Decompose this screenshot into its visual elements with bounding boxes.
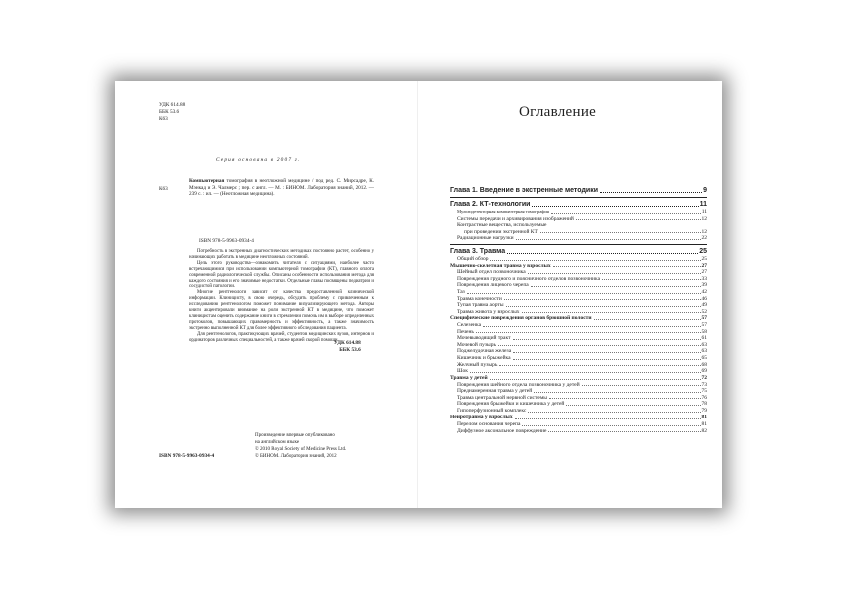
toc-page-number: 27 — [701, 269, 707, 276]
toc-item — [450, 335, 707, 342]
toc-item — [450, 276, 707, 283]
toc-entry-label: Глава 2. КТ-технологии — [450, 201, 531, 208]
toc-item — [450, 282, 707, 289]
toc-dot-leader — [549, 398, 701, 399]
toc-dot-leader — [534, 392, 700, 393]
toc-entry-label: Глава 3. Травма — [450, 247, 506, 255]
toc-item — [450, 256, 707, 263]
toc-dot-leader — [504, 299, 701, 300]
toc-page-number: 25 — [701, 255, 707, 262]
toc-dot-leader — [532, 206, 698, 207]
toc-page-number: 76 — [701, 394, 707, 401]
copyright-line: на английском языке — [255, 439, 300, 445]
toc-dot-leader — [522, 312, 701, 313]
bbk-bottom-line: ББК 53.6 — [339, 346, 361, 353]
udk-line: УДК 614.88 — [159, 102, 186, 108]
toc-chapter — [450, 197, 707, 209]
toc-dot-leader — [507, 253, 698, 254]
toc-page-number: 9 — [703, 187, 707, 194]
toc-entry-label: Поджелудочная железа — [457, 348, 512, 355]
toc-page-number: 25 — [699, 247, 707, 255]
toc-page-number: 39 — [701, 282, 707, 289]
toc-entry-label: Повреждения шейного отдела позвоночника у детей — [457, 381, 580, 388]
author-code: К63 — [159, 186, 168, 192]
toc-entry-label: Мочевыводящий тракт — [457, 335, 511, 342]
biblio-title-word: Компьютерная — [189, 178, 225, 184]
toc-page-number: 78 — [701, 401, 707, 408]
toc-dot-leader — [516, 239, 701, 240]
table-of-contents — [450, 186, 707, 434]
toc-page-number: 11 — [699, 201, 707, 208]
toc-entry-label: Радиационные нагрузки — [457, 235, 514, 242]
toc-entry-label: Мышечно-скелетная травма у взрослых — [450, 262, 551, 269]
toc-entry-label: Преднамеренная травма у детей — [457, 388, 533, 395]
toc-item — [450, 421, 707, 428]
abstract-paragraph: Для рентгенологов, практикующих врачей, студентов медицинских вузов, интернов и ординаторов различных специальностей, а также врачей скорой помощи. — [189, 331, 374, 343]
toc-item — [450, 216, 707, 223]
toc-dot-leader — [566, 405, 700, 406]
toc-item — [450, 362, 707, 369]
udk-bottom-line: УДК 614.88 — [334, 340, 361, 346]
toc-dot-leader — [528, 412, 700, 413]
toc-dot-leader — [522, 425, 700, 426]
toc-page-number: 68 — [701, 361, 707, 368]
toc-page-number: 58 — [701, 328, 707, 335]
toc-title: Оглавление — [519, 104, 597, 120]
toc-chapter — [450, 186, 707, 195]
toc-item — [450, 348, 707, 355]
toc-dot-leader — [594, 319, 701, 320]
toc-page-number: 12 — [701, 215, 707, 222]
toc-item — [450, 428, 707, 435]
toc-entry-label: Повреждения лицевого черепа — [457, 282, 529, 289]
toc-dot-leader — [513, 352, 700, 353]
toc-item — [450, 222, 707, 229]
toc-dot-leader — [513, 339, 701, 340]
toc-dot-leader — [553, 266, 701, 267]
toc-entry-label: Гипоперфузионный комплекс — [457, 407, 527, 414]
toc-entry-label: Повреждения грудного и поясничного отделов позвоночника — [457, 275, 601, 282]
udk-block — [159, 102, 185, 124]
toc-page-number: 33 — [701, 275, 707, 282]
toc-page-number: 61 — [701, 335, 707, 342]
toc-item — [450, 408, 707, 415]
biblio-rest: томография в неотложной медицине / под ред. С. Мирсадре, К. Мэнкад и Э. Чалмерс ; пер. с англ. — М. : БИНОМ. Лаборатория знаний, 2012. — 239 с. : ил. — (Неотложная медицина). — [189, 178, 374, 198]
toc-entry-label: Общий обзор — [457, 255, 489, 262]
toc-page-number: 75 — [701, 388, 707, 395]
toc-page-number: 81 — [701, 414, 707, 421]
toc-item — [450, 382, 707, 389]
toc-entry-label: при проведении экстренной КТ — [464, 228, 538, 235]
toc-dot-leader — [600, 192, 702, 193]
toc-dot-leader — [576, 219, 701, 220]
toc-entry-label: Мочевой пузырь — [457, 341, 497, 348]
toc-dot-leader — [506, 306, 701, 307]
toc-entry-label: Кишечник и брыжейка — [457, 355, 511, 362]
toc-page-number: 65 — [701, 355, 707, 362]
toc-item — [450, 235, 707, 242]
toc-item — [450, 302, 707, 309]
toc-item — [450, 269, 707, 276]
abstract-paragraph: Цель этого руководства—ознакомить читателя с ситуациями, наиболее часто встречающимися при использовании компьютерной томографии (КТ), главного оплота современной радиологической службы. Описаны особенности использования метода для каждого состояния и его значимые недостатки. Отдельные главы посвящены педиатрии и сосудистой патологии. — [189, 260, 374, 290]
toc-dot-leader — [540, 232, 701, 233]
toc-dot-leader — [531, 286, 701, 287]
toc-item — [450, 289, 707, 296]
toc-entry-label: Глава 1. Введение в экстренные методики — [450, 187, 598, 194]
toc-page-number: 73 — [701, 381, 707, 388]
toc-item — [450, 355, 707, 362]
toc-page-number: 57 — [701, 322, 707, 329]
toc-entry-label: Диффузное аксональное повреждение — [457, 427, 547, 434]
toc-item — [450, 229, 707, 236]
toc-entry-label: Системы передачи и архивирования изображений — [457, 215, 574, 222]
toc-item — [450, 322, 707, 329]
toc-page-number: 79 — [701, 407, 707, 414]
toc-dot-leader — [470, 372, 701, 373]
toc-dot-leader — [483, 326, 700, 327]
toc-section — [450, 315, 707, 322]
toc-page-number: 46 — [701, 295, 707, 302]
toc-dot-leader — [528, 273, 701, 274]
toc-entry-label: Шок — [457, 368, 468, 375]
copyright-block — [255, 433, 346, 461]
toc-entry-label: Тупая травма аорты — [457, 302, 504, 309]
toc-entry-label: Перелом основания черепа — [457, 421, 521, 428]
book-spread — [115, 81, 722, 508]
toc-page-number: 72 — [701, 374, 707, 381]
isbn-top: ISBN 978-5-9963-0934-4 — [199, 238, 254, 244]
toc-item — [450, 329, 707, 336]
toc-entry-label: Желчный пузырь — [457, 361, 498, 368]
toc-entry-label: Травма конечности — [457, 295, 502, 302]
toc-entry-label: Мультидетекторная компьютерная томография — [457, 209, 549, 214]
toc-page-number: 63 — [701, 341, 707, 348]
left-page — [115, 81, 418, 508]
toc-item — [450, 388, 707, 395]
toc-page-number: 81 — [701, 421, 707, 428]
toc-item — [450, 296, 707, 303]
toc-section — [450, 415, 707, 422]
toc-page-number: 22 — [701, 235, 707, 242]
udk-bottom — [334, 340, 361, 353]
toc-dot-leader — [490, 379, 701, 380]
toc-dot-leader — [467, 293, 701, 294]
copyright-line: © 2010 Royal Society of Medicine Press Ltd. — [255, 446, 347, 452]
toc-entry-label: Селезенка — [457, 322, 482, 329]
author-code-line: К63 — [159, 116, 168, 123]
bibliographic-description — [189, 178, 374, 198]
toc-page-number: 49 — [701, 302, 707, 309]
toc-section — [450, 375, 707, 382]
toc-page-number: 52 — [701, 308, 707, 315]
toc-entry-label: Шейный отдел позвоночника — [457, 269, 526, 276]
toc-chapter — [450, 244, 707, 256]
toc-dot-leader — [582, 385, 701, 386]
toc-item — [450, 395, 707, 402]
toc-page-number: 57 — [701, 315, 707, 322]
toc-page-number: 69 — [701, 368, 707, 375]
toc-page-number: 12 — [701, 228, 707, 235]
toc-page-number: 27 — [701, 262, 707, 269]
toc-page-number: 11 — [701, 209, 707, 215]
toc-dot-leader — [498, 345, 700, 346]
toc-section — [450, 263, 707, 270]
abstract-paragraph: Потребность в экстренных диагностических методиках постоянно растет, особенно у начинающих работать в медицине неотложных состояний. — [189, 249, 374, 260]
series-note: Серия основана в 2007 г. — [216, 157, 301, 163]
toc-dot-leader — [476, 332, 701, 333]
toc-dot-leader — [602, 279, 700, 280]
toc-dot-leader — [513, 359, 701, 360]
toc-dot-leader — [551, 213, 701, 214]
toc-page-number: 82 — [701, 427, 707, 434]
toc-entry-label: Повреждения брыжейки и кишечника у детей — [457, 401, 565, 408]
toc-page-number: 42 — [701, 289, 707, 296]
toc-entry-label: Травма у детей — [450, 374, 488, 381]
toc-entry-label: Контрастные вещества, используемые — [457, 222, 547, 229]
toc-entry-label: Травма центральной нервной системы — [457, 394, 547, 401]
toc-dot-leader — [548, 431, 700, 432]
toc-dot-leader — [499, 365, 700, 366]
toc-item — [450, 309, 707, 316]
toc-entry-label: Специфические повреждения органов брюшной полости — [450, 315, 592, 322]
abstract-paragraph: Многие рентгенологи зависят от качества предоставленной клинической информации. Клиницисту, в свою очередь, обсудить проблему с привлеченным к исследованию рентгенологом поможет понимание визуализирующего метода. Авторы книги акцентировали внимание на роли экстренной КТ в медицине, что поможет клиницистам оценить содержание книги в стремлении помочь им в выборе определенных протоколов, повышающих правомерность и эффективность, а также значимость экстренно выполненной КТ для более эффективного обследования пациента. — [189, 290, 374, 331]
toc-item — [450, 342, 707, 349]
toc-dot-leader — [490, 260, 700, 261]
toc-entry-label: Нейротравма у взрослых — [450, 414, 513, 421]
bbk-line: ББК 53.6 — [159, 109, 180, 116]
toc-dot-leader — [515, 418, 701, 419]
toc-item — [450, 368, 707, 375]
copyright-line: © БИНОМ. Лаборатория знаний, 2012 — [255, 453, 337, 459]
isbn-bottom: ISBN 978-5-9963-0934-4 — [159, 453, 215, 459]
toc-page-number: 63 — [701, 348, 707, 355]
toc-item — [450, 401, 707, 408]
toc-item — [450, 209, 707, 216]
toc-entry-label: Таз — [457, 289, 465, 296]
toc-entry-label: Травма живота у взрослых — [457, 308, 520, 315]
toc-entry-label: Печень — [457, 328, 474, 335]
abstract — [189, 249, 374, 344]
copyright-line: Произведение впервые опубликовано — [255, 433, 335, 438]
